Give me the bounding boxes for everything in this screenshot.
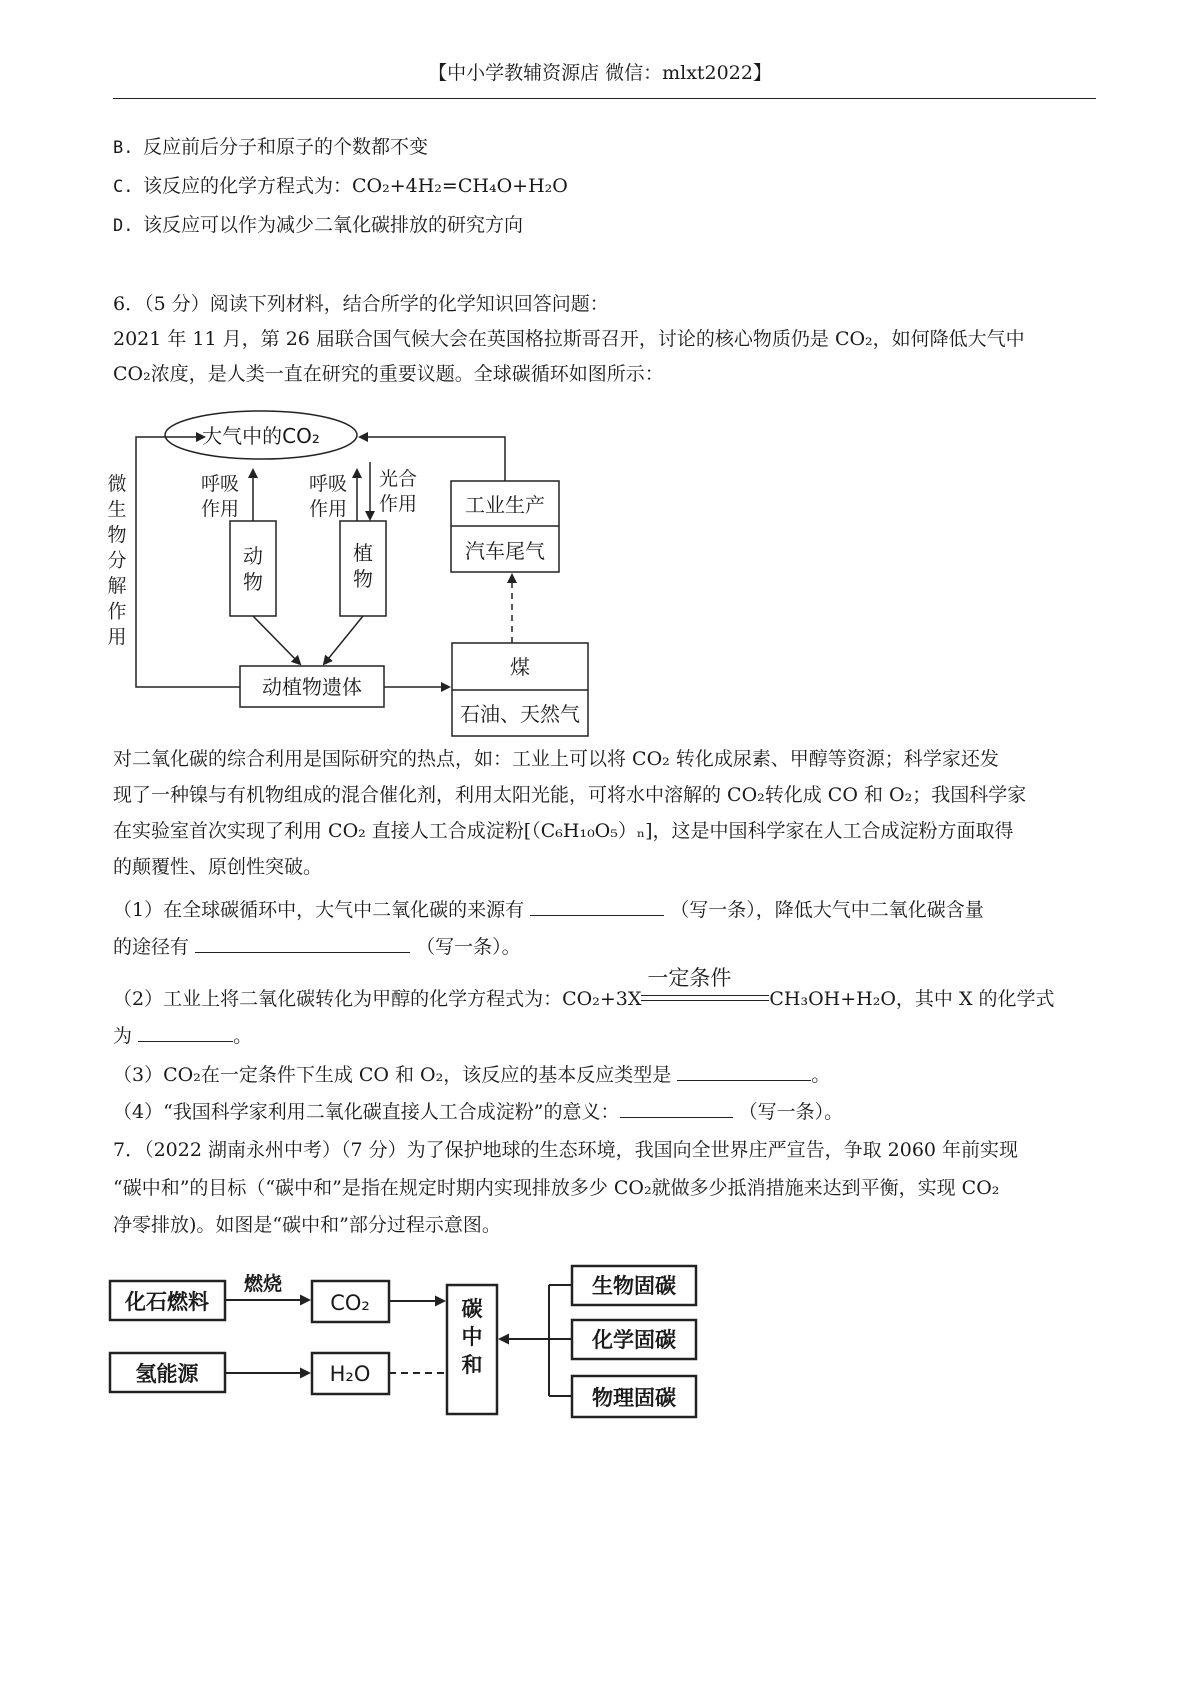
carbon-neutral-label: 和 [461,1353,483,1377]
carbon-neutral-label: 碳 [461,1297,483,1321]
co2-box-label: CO₂ [330,1291,370,1315]
q6-sub3 [113,1062,830,1087]
answer-blank[interactable] [620,1099,733,1118]
photosynthesis-label: 光合 [378,468,418,490]
atmosphere-co2-label: 大气中的CO₂ [202,424,320,448]
q6-sub4-text: （4）“我国科学家利用二氧化碳直接人工合成淀粉”的意义： [113,1101,620,1123]
answer-blank[interactable] [195,934,410,953]
option-letter: B. [113,138,134,158]
bio-fixation-label: 生物固碳 [592,1274,676,1298]
q6-para1-line: 2021 年 11 月，第 26 届联合国气候大会在英国格拉斯哥召开，讨论的核心物质仍是 CO₂，如何降低大气中 [113,328,1025,350]
microbe-decomposition-label: 微生物分解作用 [107,473,127,648]
q6-para2-line: 的颠覆性、原创性突破。 [113,856,323,878]
answer-blank[interactable] [677,1062,811,1081]
remains-label: 动植物遗体 [262,675,362,699]
q6-sub4 [113,1099,843,1124]
q6-para2-line: 在实验室首次实现了利用 CO₂ 直接人工合成淀粉[（C₆H₁₀O₅）ₙ]，这是中国科学家在人工合成淀粉方面取得 [113,820,1014,842]
q6-sub2-text: CH₃OH+H₂O，其中 X 的化学式 [769,988,1055,1010]
q7-line: 净零排放)。如图是“碳中和”部分过程示意图。 [113,1214,501,1236]
option-text: 该反应可以作为减少二氧化碳排放的研究方向 [143,214,524,236]
q6-para2-line: 对二氧化碳的综合利用是国际研究的热点，如：工业上可以将 CO₂ 转化成尿素、甲醇等资源；科学家还发 [113,748,999,770]
reaction-condition-sign [641,966,769,1008]
animal-respiration-label: 作用 [200,498,240,520]
q6-sub3-text: （3）CO₂在一定条件下生成 CO 和 O₂，该反应的基本反应类型是 [113,1064,672,1086]
option-c [113,174,568,199]
q6-stem: 6．（5 分）阅读下列材料，结合所学的化学知识回答问题： [113,293,609,315]
q6-sub4-text: （写一条）。 [738,1101,844,1123]
option-letter: D. [113,216,134,236]
plant-box-label: 植 [353,541,373,565]
plant-respiration-label: 呼吸 [308,473,348,495]
plant-box-label: 物 [353,567,373,591]
chem-fixation-label: 化学固碳 [592,1328,676,1352]
q7-line: “碳中和”的目标（“碳中和”是指在规定时期内实现排放多少 CO₂就做多少抵消措施来达到平衡，实现 CO₂ [113,1177,1000,1199]
animal-box-label: 物 [243,570,263,594]
carbon-neutral-label: 中 [461,1325,483,1349]
combustion-label: 燃烧 [243,1273,283,1295]
q6-sub3-text: 。 [811,1064,831,1086]
header-rule [113,98,1096,99]
option-text: 该反应的化学方程式为：CO₂+4H₂=CH₄O+H₂O [143,175,568,197]
q6-para2-line: 现了一种镍与有机物组成的混合催化剂，利用太阳光能，可将水中溶解的 CO₂转化成 CO 和 O₂；我国科学家 [113,784,1027,806]
car-exhaust-label: 汽车尾气 [465,539,545,563]
fossil-fuel-label: 化石燃料 [125,1290,209,1314]
q6-sub1-text: （写一条），降低大气中二氧化碳含量 [670,899,984,921]
phys-fixation-label: 物理固碳 [592,1386,676,1410]
reaction-condition-label: 一定条件 [647,966,732,990]
hydrogen-energy-label: 氢能源 [135,1362,199,1386]
q6-sub2 [113,966,1055,1011]
industry-label: 工业生产 [465,493,545,517]
q6-sub2-text: 。 [233,1025,253,1047]
q6-sub1-cont [113,934,521,959]
q6-sub1-text: （写一条）。 [416,936,521,958]
option-b [113,135,428,160]
h2o-box-label: H₂O [329,1362,371,1386]
q6-sub1-text: 的途径有 [113,936,190,958]
animal-box-label: 动 [243,544,263,568]
q7-line: 7．（2022 湖南永州中考）（7 分）为了保护地球的生态环境，我国向全世界庄严宣告，争取 2060 年前实现 [113,1139,1019,1161]
carbon-cycle-diagram [100,410,660,745]
q6-sub1 [113,897,984,922]
animal-respiration-label: 呼吸 [200,473,240,495]
page-header: 【中小学教辅资源店 微信：mlxt2022】 [428,62,772,84]
answer-blank[interactable] [530,897,664,916]
q6-sub2-cont [113,1023,252,1048]
carbon-neutral-diagram [100,1250,720,1435]
coal-label: 煤 [510,655,530,679]
option-letter: C. [113,177,134,197]
q6-sub2-text: （2）工业上将二氧化碳转化为甲醇的化学方程式为：CO₂+3X [113,988,642,1010]
option-text: 反应前后分子和原子的个数都不变 [143,136,429,158]
q6-para1-line: CO₂浓度，是人类一直在研究的重要议题。全球碳循环如图所示： [113,363,664,385]
q6-sub1-text: （1）在全球碳循环中，大气中二氧化碳的来源有 [113,899,525,921]
plant-respiration-label: 作用 [308,498,348,520]
q6-sub2-text: 为 [113,1025,133,1047]
equals-line [641,1000,769,1001]
option-d [113,213,523,238]
oil-gas-label: 石油、天然气 [460,702,580,726]
photosynthesis-label: 作用 [378,493,418,515]
answer-blank[interactable] [138,1023,233,1042]
equals-line [641,995,769,996]
